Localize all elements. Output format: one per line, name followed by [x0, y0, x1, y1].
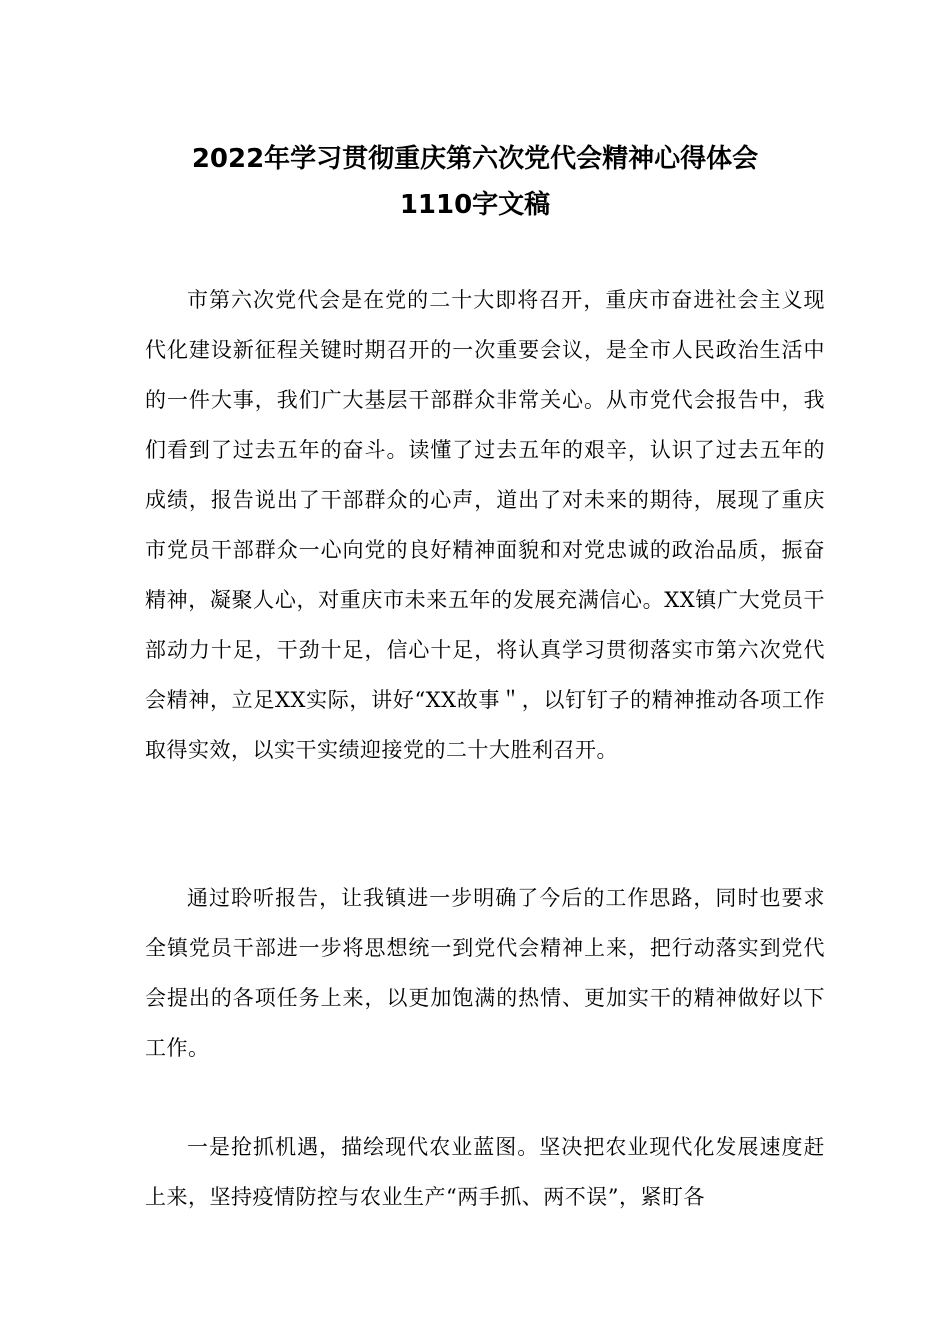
title-line-2: 1110字文稿 [399, 190, 551, 220]
title-line-1: 2022年学习贯彻重庆第六次党代会精神心得体会 [191, 144, 759, 174]
document-title [120, 136, 830, 228]
paragraph-1: 市第六次党代会是在党的二十大即将召开，重庆市奋进社会主义现代化建设新征程关键时期召开的一次重要会议，是全市人民政治生活中的一件大事，我们广大基层干部群众非常关心。从市党代会报告中，我们看到了过去五年的奋斗。读懂了过去五年的艰辛，认识了过去五年的成绩，报告说出了干部群众的心声，道出了对未来的期待，展现了重庆市党员干部群众一心向党的良好精神面貌和对党忠诚的政治品质，振奋精神，凝聚人心，对重庆市未来五年的发展充满信心。XX镇广大党员干部动力十足，干劲十足，信心十足，将认真学习贯彻落实市第六次党代会精神，立足XX实际，讲好“XX故事＂，以钉钉子的精神推动各项工作取得实效，以实干实绩迎接党的二十大胜利召开。 [145, 288, 825, 762]
paragraph-2: 通过聆听报告，让我镇进一步明确了今后的工作思路，同时也要求全镇党员干部进一步将思想统一到党代会精神上来，把行动落实到党代会提出的各项任务上来，以更加饱满的热情、更加实干的精神做好以下工作。 [145, 886, 825, 1060]
paragraph-3: 一是抢抓机遇，描绘现代农业蓝图。坚决把农业现代化发展速度赶上来，坚持疫情防控与农业生产“两手抓、两不误”，紧盯各 [145, 1135, 825, 1209]
